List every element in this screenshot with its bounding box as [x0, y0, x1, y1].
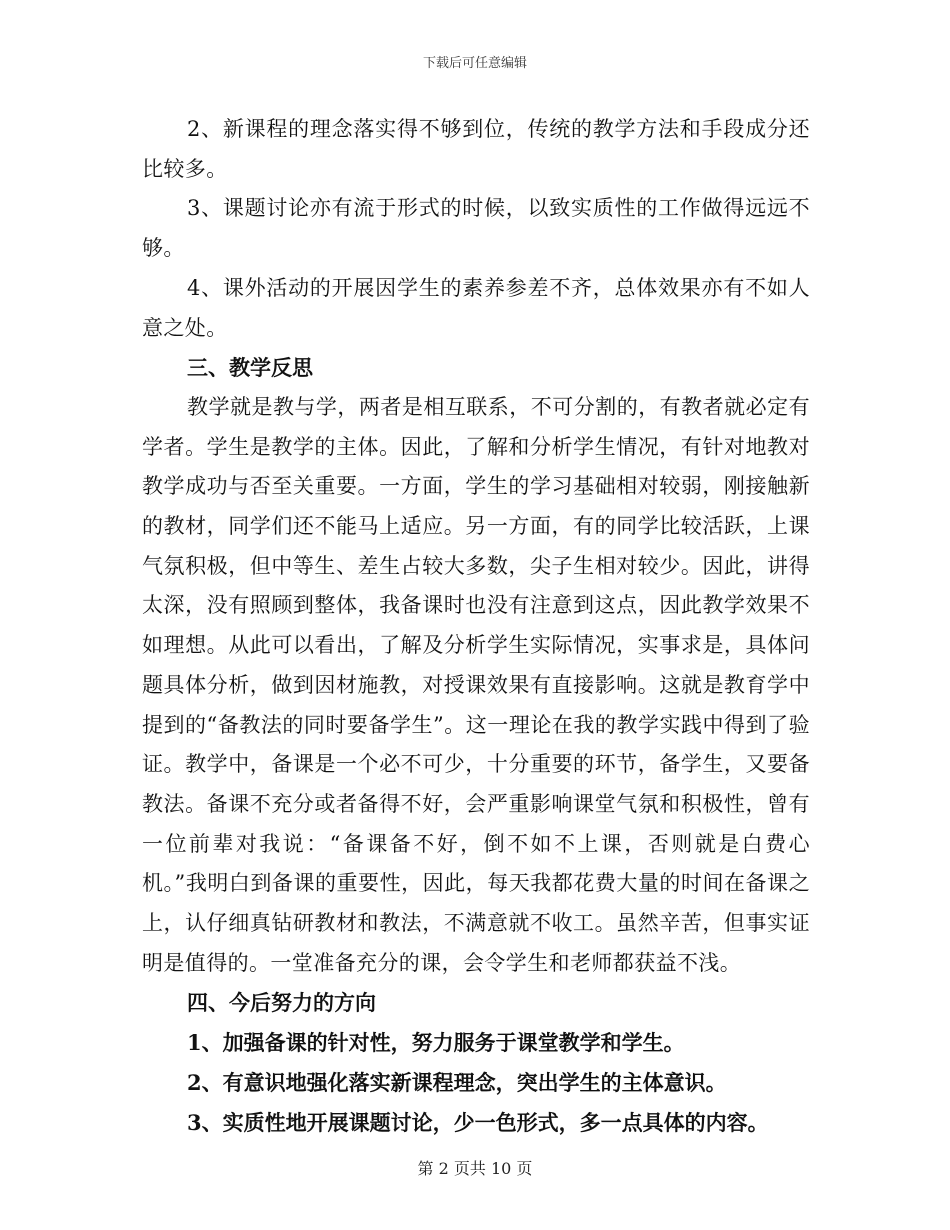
- document-body: [142, 110, 810, 1142]
- section-heading-reflection: 三、教学反思: [187, 355, 313, 381]
- goal-item: 3、实质性地开展课题讨论，少一色形式，多一点具体的内容。: [187, 1109, 769, 1135]
- list-item: 3、课题讨论亦有流于形式的时候，以致实质性的工作做得远远不够。: [142, 196, 810, 261]
- goal-item: 2、有意识地强化落实新课程理念，突出学生的主体意识。: [187, 1069, 727, 1095]
- page-header-note: 下载后可任意编辑: [422, 56, 527, 71]
- list-item: 2、新课程的理念落实得不够到位，传统的教学方法和手段成分还比较多。: [142, 117, 810, 181]
- page-number: 第 2 页共 10 页: [417, 1159, 533, 1178]
- section-heading-future-direction: 四、今后努力的方向: [187, 990, 376, 1016]
- list-item: 4、课外活动的开展因学生的素养参差不齐，总体效果亦有不如人意之处。: [142, 275, 810, 340]
- goal-item: 1、加强备课的针对性，努力服务于课堂教学和学生。: [187, 1030, 685, 1056]
- reflection-paragraph: 教学就是教与学，两者是相互联系，不可分割的，有教者就必定有学者。学生是教学的主体。因此，了解和分析学生情况，有针对地教对教学成功与否至关重要。一方面，学生的学习基础相对较弱，刚接触新的教材，同学们还不能马上适应。另一方面，有的同学比较活跃，上课气氛积极，但中等生、差生占较大多数，尖子生相对较少。因此，讲得太深，没有照顾到整体，我备课时也没有注意到这点，因此教学效果不如理想。从此可以看出，了解及分析学生实际情况，实事求是，具体问题具体分析，做到因材施教，对授课效果有直接影响。这就是教育学中提到的“备教法的同时要备学生”。这一理论在我的教学实践中得到了验证。教学中，备课是一个必不可少，十分重要的环节，备学生，又要备教法。备课不充分或者备得不好，会严重影响课堂气氛和积极性，曾有一位前辈对我说：“备课备不好，倒不如不上课，否则就是白费心机。”我明白到备课的重要性，因此，每天我都花费大量的时间在备课之上，认仔细真钻研教材和教法，不满意就不收工。虽然辛苦，但事实证明是值得的。一堂准备充分的课，会令学生和老师都获益不浅。: [142, 394, 810, 975]
